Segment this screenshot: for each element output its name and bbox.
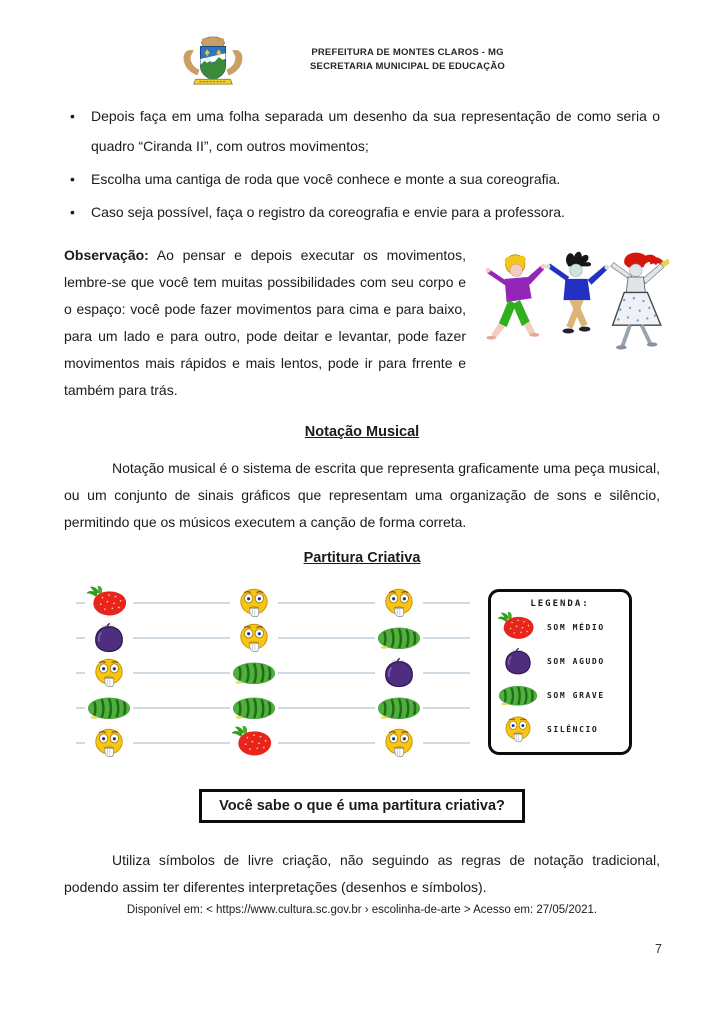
silence-icon	[375, 586, 423, 619]
document-header	[64, 33, 660, 87]
strawberry-icon	[230, 726, 278, 759]
coat-of-arms-logo	[172, 33, 254, 87]
legend-label: SOM AGUDO	[547, 656, 605, 666]
source-citation: Disponível em: < https://www.cultura.sc.gov.br › escolinha-de-arte > Acesso em: 27/05/2021.	[126, 904, 598, 916]
silence-icon	[85, 726, 133, 759]
watermelon-icon	[85, 691, 133, 724]
silence-icon	[85, 656, 133, 689]
header-line2: SECRETARIA MUNICIPAL DE EDUCAÇÃO	[310, 61, 505, 72]
silence-icon	[375, 726, 423, 759]
header-line1: PREFEITURA DE MONTES CLAROS - MG	[311, 47, 504, 58]
plum-icon	[85, 621, 133, 654]
watermelon-icon	[375, 691, 423, 724]
legend-item	[497, 678, 623, 712]
question-box: Você sabe o que é uma partitura criativa?	[199, 789, 525, 823]
silence-icon	[497, 714, 539, 744]
closing-paragraph: Utiliza símbolos de livre criação, não seguindo as regras de notação tradicional, podendo assim ter diferentes interpretações (desenhos e símbolos).	[64, 852, 660, 895]
legend-label: SILÊNCIO	[547, 724, 599, 734]
legend-item	[497, 712, 623, 746]
legend-label: SOM MÉDIO	[547, 622, 605, 632]
watermelon-icon	[375, 621, 423, 654]
strawberry-icon	[497, 612, 539, 642]
creative-score	[64, 583, 660, 760]
legend-item	[497, 644, 623, 678]
silence-icon	[230, 586, 278, 619]
legend-item	[497, 610, 623, 644]
legend-title: LEGENDA:	[530, 599, 590, 609]
plum-icon	[375, 656, 423, 689]
observation-text: Ao pensar e depois executar os movimentos, lembre-se que você tem muitas possibilidades com seu corpo e o espaço: você pode fazer movimentos para cima e para baixo, para um lado e para outro, pode deitar e levantar, pode fazer movimentos mais rápidos e mais lentos, pode ir para frrente e também para trás.	[64, 247, 466, 398]
header-title	[310, 46, 505, 74]
score-row	[74, 585, 474, 620]
section-heading-partitura: Partitura Criativa	[303, 550, 421, 566]
list-item: • Depois faça em uma folha separada um desenho da sua representação de como seria o quadro “Ciranda II”, com outros movimentos;	[64, 101, 660, 161]
dancing-children-image	[478, 250, 674, 358]
legend-items	[497, 610, 623, 746]
strawberry-icon	[85, 586, 133, 619]
observation-paragraph	[64, 242, 660, 404]
notacao-paragraph: Notação musical é o sistema de escrita que representa graficamente uma peça musical, ou um conjunto de sinais gráficos que representam uma organização de sons e silêncio, permitindo que os músicos executem a canção de forma correta.	[64, 460, 660, 530]
score-row	[74, 725, 474, 760]
score-row	[74, 620, 474, 655]
section-heading-notacao: Notação Musical	[304, 424, 420, 440]
watermelon-icon	[230, 691, 278, 724]
score-row	[74, 655, 474, 690]
legend-label: SOM GRAVE	[547, 690, 605, 700]
score-grid	[74, 583, 474, 760]
instruction-list	[64, 101, 660, 227]
list-item: • Escolha uma cantiga de roda que você conhece e monte a sua coreografia.	[64, 164, 660, 194]
watermelon-icon	[497, 680, 539, 710]
list-item: • Caso seja possível, faça o registro da coreografia e envie para a professora.	[64, 197, 660, 227]
page-number: 7	[655, 942, 662, 956]
watermelon-icon	[230, 656, 278, 689]
legend-box	[488, 589, 632, 755]
plum-icon	[497, 646, 539, 676]
score-row	[74, 690, 474, 725]
silence-icon	[230, 621, 278, 654]
observation-label: Observação:	[64, 247, 149, 263]
